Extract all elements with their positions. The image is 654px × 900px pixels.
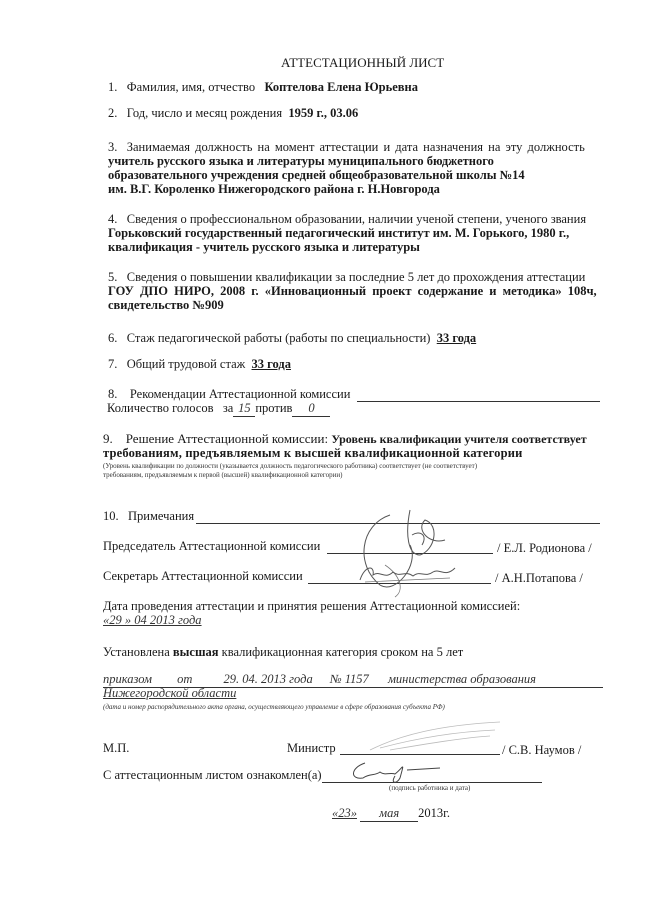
training-line-2: свидетельство №909 (108, 298, 224, 312)
item-num: 5. (108, 270, 118, 284)
item-label: Решение Аттестационной комиссии: (125, 431, 329, 446)
category-line (103, 645, 463, 660)
full-name: Коптелова Елена Юрьевна (264, 80, 418, 94)
item-label: Сведения о профессиональном образовании, наличии ученой степени, ученого звания (126, 212, 587, 226)
item-num: 9. (103, 431, 113, 446)
item-num: 2. (108, 106, 118, 120)
chair-name: / Е.Л. Родионова / (497, 541, 592, 555)
minister-name: / С.В. Наумов / (502, 743, 582, 757)
acknowledge-date (332, 806, 450, 822)
item-num: 8. (108, 387, 118, 401)
chair-label: Председатель Аттестационной комиссии (103, 539, 321, 553)
education-line-2: квалификация - учитель русского языка и литературы (108, 240, 420, 254)
minister-label: Министр (287, 741, 336, 755)
item-2 (108, 106, 358, 121)
item-5-label (108, 270, 585, 285)
item-label: Общий трудовой стаж (126, 357, 246, 371)
attestation-date-label: Дата проведения аттестации и принятия решения Аттестационной комиссией: (103, 599, 521, 613)
item-4-label (108, 212, 586, 227)
item-label: Стаж педагогической работы (работы по специальности) (126, 331, 431, 345)
recommendation-line (357, 401, 600, 402)
item-6 (108, 331, 476, 346)
item-label: Сведения о повышении квалификации за последние 5 лет до прохождения аттестации (126, 270, 586, 284)
item-num: 3. (108, 140, 118, 154)
pedagogical-experience: 33 года (436, 331, 477, 345)
position-line-3: им. В.Г. Короленко Нижегородского района г. Н.Новгорода (108, 182, 440, 196)
item-num: 6. (108, 331, 118, 345)
order-line-2: Нижегородской области (103, 686, 237, 700)
against-label: против (255, 401, 293, 415)
item-label: Примечания (128, 509, 195, 523)
training-line-1: ГОУ ДПО НИРО, 2008 г. «Инновационный проект содержание и методика» 108ч, (108, 284, 597, 298)
document-title: АТТЕСТАЦИОННЫЙ ЛИСТ (281, 55, 445, 70)
order-ministry: министерства образования (387, 672, 536, 686)
item-8-label (108, 387, 350, 402)
ack-day: «23» (332, 806, 357, 820)
position-line-2: образовательного учреждения средней общеобразовательной школы №14 (108, 168, 525, 182)
secretary-signature (355, 560, 465, 590)
order-from: от (177, 672, 193, 686)
decision-line-2: требованиям, предъявляемым к высшей квалификационной категории (103, 446, 523, 460)
category-level: высшая (172, 645, 219, 659)
minister-signature (360, 720, 510, 755)
item-label: Фамилия, имя, отчество (126, 80, 256, 94)
total-experience: 33 года (251, 357, 291, 371)
order-date: 29. 04. 2013 года (223, 672, 313, 686)
decision-note-1: (Уровень квалификации по должности (указывается должность педагогического работника) соответствует (не соответствует) (103, 462, 478, 470)
item-3-label (108, 140, 585, 155)
for-label: за (222, 401, 234, 415)
votes-row (107, 401, 330, 417)
education-line-1: Горьковский государственный педагогический институт им. М. Горького, 1980 г., (108, 226, 570, 240)
attestation-date-value: «29 » 04 2013 года (103, 613, 202, 627)
item-10-label (103, 509, 194, 524)
position-line-1: учитель русского языка и литературы муниципального бюджетного (108, 154, 494, 168)
item-num: 4. (108, 212, 118, 226)
category-suffix: квалификационная категория сроком на 5 лет (221, 645, 464, 659)
item-7 (108, 357, 291, 372)
stamp-place: М.П. (103, 741, 130, 755)
employee-signature (345, 758, 445, 786)
item-label: Рекомендации Аттестационной комиссии (129, 387, 351, 401)
acknowledge-label: С аттестационным листом ознакомлен(а) (103, 768, 322, 782)
ack-year: 2013г. (418, 806, 450, 820)
item-num: 1. (108, 80, 118, 94)
votes-for: 15 (233, 401, 255, 417)
order-word: приказом (103, 672, 152, 686)
ack-month: мая (360, 806, 418, 822)
order-number: № 1157 (329, 672, 369, 686)
birth-date: 1959 г., 03.06 (288, 106, 359, 120)
item-9-label (103, 431, 587, 447)
item-num: 10. (103, 509, 119, 523)
decision-line-1: Уровень квалификации учителя соответствует (331, 432, 587, 446)
secretary-label: Секретарь Аттестационной комиссии (103, 569, 303, 583)
decision-note-2: требованиям, предъявляемым к первой (высшей) квалификационной категории) (103, 471, 343, 479)
votes-label: Количество голосов (107, 401, 214, 415)
item-1 (108, 80, 418, 95)
item-label: Год, число и месяц рождения (126, 106, 283, 120)
order-note: (дата и номер распорядительного акта органа, осуществляющего управление в сфере образования субъекта РФ) (103, 703, 445, 711)
item-label: Занимаемая должность на момент аттестации и дата назначения на эту должность (126, 140, 585, 154)
item-num: 7. (108, 357, 118, 371)
votes-against: 0 (292, 401, 330, 417)
acknowledge-note: (подпись работника и дата) (389, 784, 471, 792)
category-prefix: Установлена (103, 645, 170, 659)
secretary-name: / А.Н.Потапова / (495, 571, 583, 585)
